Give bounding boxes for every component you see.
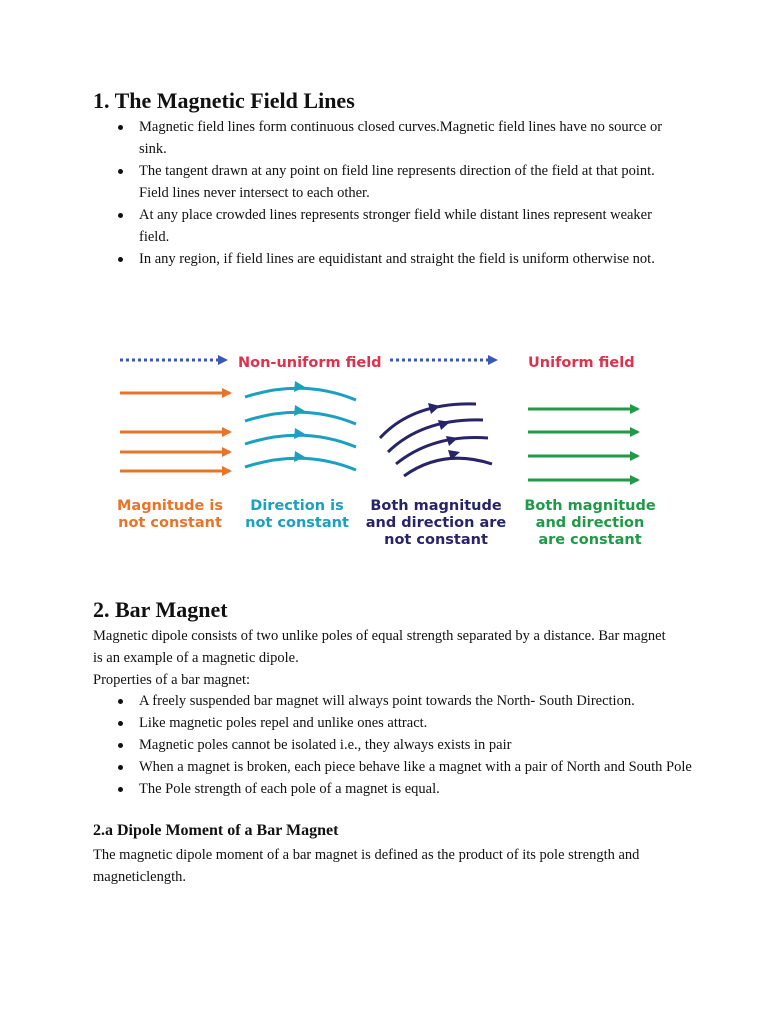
bar-magnet-intro: Magnetic dipole consists of two unlike poles of equal strength separated by a distance. Bar magnet is an example of a magnetic dipole. (93, 628, 666, 666)
orange-field-arrows (120, 393, 230, 471)
list-item: When a magnet is broken, each piece behave like a magnet with a pair of North and South Pole (93, 756, 693, 778)
navy-arrowheads (428, 403, 460, 460)
section-heading-magnetic-field-lines: 1. The Magnetic Field Lines (93, 88, 355, 113)
field-lines-figure (108, 340, 668, 560)
section-heading-dipole-moment: 2.a Dipole Moment of a Bar Magnet (93, 822, 339, 839)
list-item: Magnetic poles cannot be isolated i.e., they always exists in pair (93, 734, 693, 756)
field-lines-diagram (108, 340, 668, 560)
teal-arrowheads (294, 381, 305, 462)
svg-text:Both magnitude: Both magnitude (370, 498, 502, 514)
list-item: Like magnetic poles repel and unlike ones attract. (93, 712, 693, 734)
navy-curved-field-lines (380, 404, 492, 476)
svg-text:and direction are: and direction are (365, 515, 507, 531)
list-item: In any region, if field lines are equidistant and straight the field is uniform otherwise not. (93, 248, 683, 270)
svg-text:not constant: not constant (384, 532, 488, 548)
green-field-arrows (528, 409, 638, 480)
list-item: The Pole strength of each pole of a magnet is equal. (93, 778, 693, 800)
svg-text:and direction: and direction (535, 515, 645, 531)
caption-both-not-constant (366, 498, 507, 548)
svg-text:Direction is: Direction is (250, 498, 344, 514)
svg-text:Magnitude is: Magnitude is (116, 498, 224, 514)
section-heading-bar-magnet: 2. Bar Magnet (93, 597, 228, 622)
svg-text:not constant: not constant (118, 515, 222, 531)
dipole-moment-text: The magnetic dipole moment of a bar magnet is defined as the product of its pole strength and magneticlength. (93, 847, 640, 885)
caption-direction (245, 498, 349, 531)
caption-both-constant (524, 498, 656, 548)
caption-magnitude (117, 498, 223, 531)
svg-text:are constant: are constant (538, 532, 642, 548)
field-lines-bullet-list (93, 116, 683, 270)
header-uniform-field: Uniform field (528, 355, 635, 371)
list-item: Magnetic field lines form continuous closed curves.Magnetic field lines have no source or sink. (93, 116, 683, 160)
list-item: The tangent drawn at any point on field line represents direction of the field at that point. Field lines never intersect to each other. (93, 160, 683, 204)
svg-text:Both magnitude: Both magnitude (524, 498, 656, 514)
properties-label: Properties of a bar magnet: (93, 672, 251, 688)
svg-text:not constant: not constant (245, 515, 349, 531)
header-non-uniform-field: Non-uniform field (238, 355, 382, 371)
bar-magnet-properties-list (93, 690, 693, 800)
list-item: At any place crowded lines represents stronger field while distant lines represent weaker field. (93, 204, 683, 248)
list-item: A freely suspended bar magnet will always point towards the North- South Direction. (93, 690, 693, 712)
